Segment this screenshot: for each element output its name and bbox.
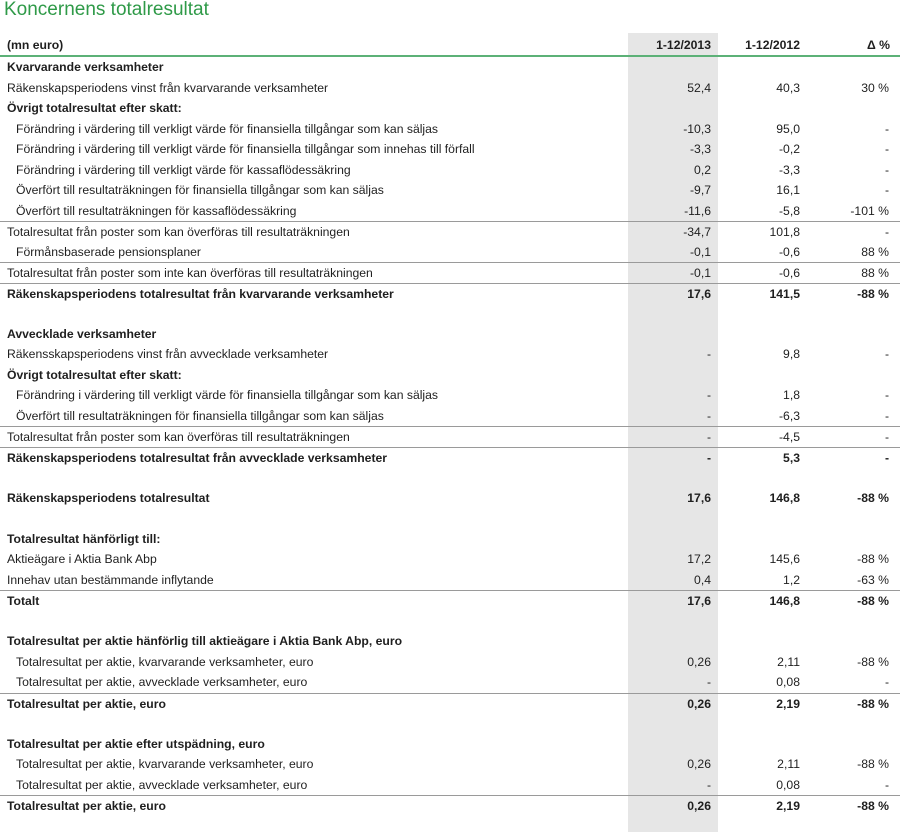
value-2012: 95,0 bbox=[776, 121, 800, 136]
table-row bbox=[0, 754, 900, 775]
value-delta: - bbox=[884, 430, 889, 444]
row-label: Överfört till resultaträkningen för kassaflödessäkring bbox=[16, 203, 297, 218]
value-delta: -88 % bbox=[857, 757, 889, 771]
table-row bbox=[0, 570, 900, 591]
value-2012: 1,8 bbox=[783, 388, 800, 402]
row-label: Räkenskapsperiodens totalresultat från avvecklade verksamheter bbox=[7, 450, 388, 465]
table-row bbox=[0, 488, 900, 509]
header-label: (mn euro) bbox=[7, 38, 64, 52]
row-label: Totalresultat per aktie hänförlig till aktieägare i Aktia Bank Abp, euro bbox=[7, 634, 403, 648]
value-2012: 2,19 bbox=[776, 799, 800, 813]
value-2012: 2,11 bbox=[777, 757, 800, 771]
row-label: Totalresultat per aktie, euro bbox=[7, 696, 166, 711]
value-2013: 0,26 bbox=[687, 799, 711, 813]
value-2013: 17,6 bbox=[687, 286, 711, 301]
value-2013: - bbox=[706, 450, 711, 465]
table-row bbox=[0, 529, 900, 550]
table-row bbox=[0, 242, 900, 263]
spacer-row bbox=[0, 611, 900, 632]
table-row bbox=[0, 426, 900, 447]
value-2013: - bbox=[706, 347, 711, 361]
value-2012: 0,08 bbox=[776, 777, 800, 792]
table-row bbox=[0, 262, 900, 283]
table-row bbox=[0, 385, 900, 406]
value-2013: - bbox=[706, 408, 711, 423]
value-2012: -6,3 bbox=[778, 408, 800, 423]
value-delta: - bbox=[884, 450, 889, 465]
value-delta: -101 % bbox=[850, 203, 889, 218]
row-label: Räkensskapsperiodens vinst från avvecklade verksamheter bbox=[7, 347, 329, 361]
value-2013: -0,1 bbox=[689, 244, 711, 259]
value-2013: -34,7 bbox=[683, 225, 711, 239]
value-2013: - bbox=[706, 388, 711, 402]
row-label: Totalresultat per aktie, kvarvarande verksamheter, euro bbox=[16, 757, 314, 771]
header-col-2013: 1-12/2013 bbox=[656, 38, 711, 52]
spacer-row bbox=[0, 303, 900, 324]
header-col-2012: 1-12/2012 bbox=[745, 38, 800, 52]
value-2013: 17,6 bbox=[687, 594, 711, 608]
row-label: Förändring i värdering till verkligt värde för finansiella tillgångar som kan säljas bbox=[16, 388, 439, 402]
table-row bbox=[0, 590, 900, 611]
value-2012: 9,8 bbox=[783, 347, 800, 361]
row-label: Totalresultat per aktie efter utspädning, euro bbox=[7, 736, 265, 751]
row-label: Övrigt totalresultat efter skatt: bbox=[7, 367, 182, 382]
value-2012: 2,11 bbox=[777, 654, 800, 669]
table-row bbox=[0, 139, 900, 160]
value-delta: 30 % bbox=[861, 80, 889, 95]
value-2013: 52,4 bbox=[687, 80, 711, 95]
spacer-row bbox=[0, 713, 900, 734]
row-label: Förändring i värdering till verkligt värde för kassaflödessäkring bbox=[16, 162, 351, 177]
table-row bbox=[0, 775, 900, 796]
row-label: Totalt bbox=[7, 594, 40, 608]
value-2012: -0,6 bbox=[778, 266, 800, 280]
row-label: Totalresultat per aktie, avvecklade verksamheter, euro bbox=[16, 675, 308, 689]
table-row bbox=[0, 447, 900, 468]
page-title: Koncernens totalresultat bbox=[4, 0, 209, 20]
value-2013: 0,2 bbox=[694, 162, 711, 177]
row-label: Innehav utan bestämmande inflytande bbox=[7, 572, 214, 587]
row-label: Räkenskapsperiodens totalresultat bbox=[7, 490, 210, 505]
value-2013: 17,2 bbox=[687, 552, 711, 566]
value-delta: -63 % bbox=[857, 572, 889, 587]
table-row bbox=[0, 78, 900, 99]
value-2013: -9,7 bbox=[689, 183, 711, 197]
value-delta: -88 % bbox=[857, 286, 889, 301]
value-2012: -0,2 bbox=[778, 142, 800, 156]
table-row bbox=[0, 283, 900, 304]
value-2013: 0,26 bbox=[687, 757, 711, 771]
value-2012: 16,1 bbox=[776, 183, 800, 197]
table-row bbox=[0, 672, 900, 693]
spacer-row bbox=[0, 508, 900, 529]
row-label: Aktieägare i Aktia Bank Abp bbox=[7, 552, 157, 566]
income-table bbox=[0, 35, 900, 816]
table-row bbox=[0, 221, 900, 242]
value-2013: 0,26 bbox=[687, 654, 711, 669]
table-row bbox=[0, 344, 900, 365]
table-row bbox=[0, 549, 900, 570]
table-row bbox=[0, 795, 900, 816]
value-delta: 88 % bbox=[861, 266, 889, 280]
value-2012: -5,8 bbox=[778, 203, 800, 218]
table-row bbox=[0, 693, 900, 714]
row-label: Totalresultat per aktie, kvarvarande verksamheter, euro bbox=[16, 654, 314, 669]
value-delta: - bbox=[884, 388, 889, 402]
value-delta: -88 % bbox=[857, 799, 889, 813]
value-2012: 1,2 bbox=[783, 572, 800, 587]
value-delta: -88 % bbox=[857, 594, 889, 608]
value-2013: - bbox=[706, 777, 711, 792]
row-label: Förändring i värdering till verkligt värde för finansiella tillgångar som innehas till förfall bbox=[16, 142, 475, 156]
value-delta: -88 % bbox=[857, 654, 889, 669]
value-2012: -0,6 bbox=[778, 244, 800, 259]
row-label: Totalresultat från poster som kan överföras till resultaträkningen bbox=[7, 225, 350, 239]
row-label: Överfört till resultaträkningen för finansiella tillgångar som kan säljas bbox=[16, 408, 384, 423]
row-label: Totalresultat från poster som kan överföras till resultaträkningen bbox=[7, 430, 350, 444]
value-2012: 40,3 bbox=[776, 80, 800, 95]
value-2012: 146,8 bbox=[769, 490, 800, 505]
value-delta: -88 % bbox=[857, 696, 889, 711]
value-2013: -0,1 bbox=[689, 266, 711, 280]
value-delta: - bbox=[884, 675, 889, 689]
spacer-row bbox=[0, 467, 900, 488]
row-label: Räkenskapsperiodens vinst från kvarvarande verksamheter bbox=[7, 80, 329, 95]
table-row bbox=[0, 119, 900, 140]
value-2013: -10,3 bbox=[683, 121, 711, 136]
value-2013: - bbox=[706, 430, 711, 444]
value-2012: -3,3 bbox=[778, 162, 800, 177]
row-label: Totalresultat från poster som inte kan överföras till resultaträkningen bbox=[7, 266, 373, 280]
row-label: Övrigt totalresultat efter skatt: bbox=[7, 101, 182, 115]
value-2012: -4,5 bbox=[778, 430, 800, 444]
table-row bbox=[0, 734, 900, 755]
row-label: Avvecklade verksamheter bbox=[7, 326, 157, 341]
row-label: Förändring i värdering till verkligt värde för finansiella tillgångar som kan säljas bbox=[16, 121, 439, 136]
table-row bbox=[0, 406, 900, 427]
value-2013: 0,26 bbox=[687, 696, 711, 711]
table-row bbox=[0, 365, 900, 386]
value-2012: 141,5 bbox=[769, 286, 800, 301]
value-2013: -3,3 bbox=[689, 142, 711, 156]
table-body bbox=[0, 57, 900, 816]
value-delta: - bbox=[884, 183, 889, 197]
row-label: Förmånsbaserade pensionsplaner bbox=[16, 244, 201, 259]
row-label: Totalresultat per aktie, euro bbox=[7, 799, 166, 813]
value-2012: 5,3 bbox=[783, 450, 800, 465]
table-row bbox=[0, 160, 900, 181]
value-delta: - bbox=[884, 121, 889, 136]
table-header bbox=[0, 35, 900, 57]
value-2013: -11,6 bbox=[684, 203, 711, 218]
value-2012: 146,8 bbox=[769, 594, 800, 608]
value-2012: 2,19 bbox=[776, 696, 800, 711]
table-row bbox=[0, 98, 900, 119]
row-label: Räkenskapsperiodens totalresultat från kvarvarande verksamheter bbox=[7, 286, 394, 301]
row-label: Kvarvarande verksamheter bbox=[7, 60, 164, 74]
value-2012: 0,08 bbox=[776, 675, 800, 689]
table-row bbox=[0, 324, 900, 345]
header-col-delta: Δ % bbox=[867, 38, 890, 52]
value-delta: - bbox=[884, 142, 889, 156]
value-delta: - bbox=[884, 408, 889, 423]
value-delta: - bbox=[884, 777, 889, 792]
row-label: Totalresultat hänförligt till: bbox=[7, 531, 161, 546]
table-row bbox=[0, 652, 900, 673]
table-row bbox=[0, 180, 900, 201]
table-row bbox=[0, 57, 900, 78]
value-delta: - bbox=[884, 162, 889, 177]
row-label: Totalresultat per aktie, avvecklade verksamheter, euro bbox=[16, 777, 308, 792]
table-row bbox=[0, 631, 900, 652]
value-2012: 145,6 bbox=[769, 552, 800, 566]
value-delta: - bbox=[884, 225, 889, 239]
value-2013: 17,6 bbox=[687, 490, 711, 505]
row-label: Överfört till resultaträkningen för finansiella tillgångar som kan säljas bbox=[16, 183, 384, 197]
value-delta: - bbox=[884, 347, 889, 361]
table-row bbox=[0, 201, 900, 222]
value-delta: -88 % bbox=[857, 552, 889, 566]
value-2013: 0,4 bbox=[694, 572, 711, 587]
value-delta: 88 % bbox=[861, 244, 889, 259]
value-2013: - bbox=[706, 675, 711, 689]
value-2012: 101,8 bbox=[769, 225, 800, 239]
value-delta: -88 % bbox=[857, 490, 889, 505]
